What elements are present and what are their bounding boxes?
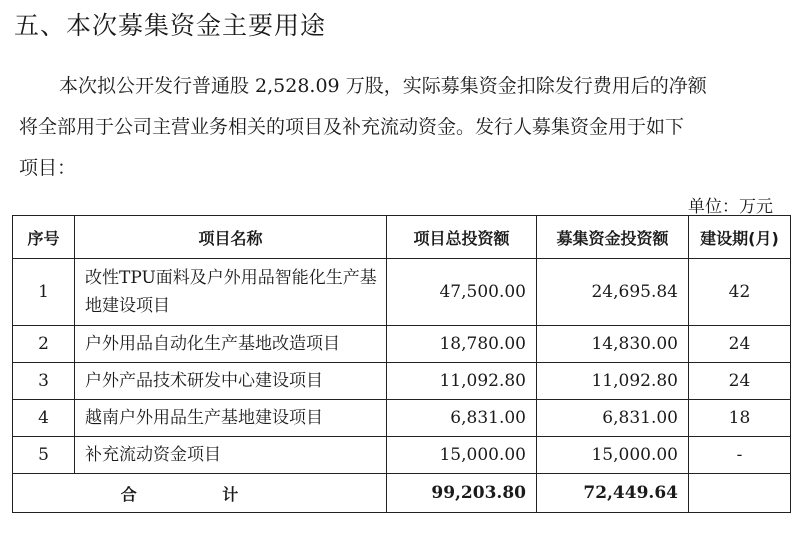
header-name: 项目名称 [75, 216, 387, 259]
intro-paragraph [19, 66, 779, 189]
total-total: 99,203.80 [387, 474, 537, 513]
total-row [13, 474, 791, 513]
total-period [689, 474, 791, 513]
header-total: 项目总投资额 [387, 216, 537, 259]
row-total: 11,092.80 [387, 363, 537, 400]
row-raised: 14,830.00 [537, 326, 689, 363]
paragraph-line-1: 本次拟公开发行普通股 2,528.09 万股，实际募集资金扣除发行费用后的净额 [59, 75, 707, 97]
table-row [13, 259, 791, 326]
row-period: 18 [689, 400, 791, 437]
row-raised: 11,092.80 [537, 363, 689, 400]
header-raised: 募集资金投资额 [537, 216, 689, 259]
row-total: 6,831.00 [387, 400, 537, 437]
unit-label: 单位：万元 [688, 197, 773, 217]
row-no: 3 [13, 363, 75, 400]
fund-use-table [12, 215, 791, 513]
total-label: 合 计 [120, 484, 279, 504]
table-row [13, 400, 791, 437]
table-header-row [13, 216, 791, 259]
header-no: 序号 [13, 216, 75, 259]
row-period: 42 [689, 259, 791, 326]
total-label-cell [13, 474, 387, 513]
row-total: 18,780.00 [387, 326, 537, 363]
section-heading: 五、本次募集资金主要用途 [14, 11, 327, 40]
paragraph-line-3: 项目： [19, 157, 77, 179]
row-raised: 15,000.00 [537, 437, 689, 474]
table-row [13, 326, 791, 363]
table-row [13, 437, 791, 474]
header-period: 建设期(月) [689, 216, 791, 259]
row-period: - [689, 437, 791, 474]
row-total: 47,500.00 [387, 259, 537, 326]
paragraph-line-2: 将全部用于公司主营业务相关的项目及补充流动资金。发行人募集资金用于如下 [19, 116, 685, 138]
row-no: 1 [13, 259, 75, 326]
row-period: 24 [689, 326, 791, 363]
row-name: 户外用品自动化生产基地改造项目 [75, 326, 387, 363]
total-raised: 72,449.64 [537, 474, 689, 513]
row-no: 5 [13, 437, 75, 474]
row-raised: 24,695.84 [537, 259, 689, 326]
table-row [13, 363, 791, 400]
row-raised: 6,831.00 [537, 400, 689, 437]
row-no: 2 [13, 326, 75, 363]
row-name: 户外产品技术研发中心建设项目 [75, 363, 387, 400]
row-period: 24 [689, 363, 791, 400]
row-total: 15,000.00 [387, 437, 537, 474]
row-name: 补充流动资金项目 [75, 437, 387, 474]
row-no: 4 [13, 400, 75, 437]
row-name: 越南户外用品生产基地建设项目 [75, 400, 387, 437]
row-name: 改性TPU面料及户外用品智能化生产基地建设项目 [75, 259, 387, 326]
